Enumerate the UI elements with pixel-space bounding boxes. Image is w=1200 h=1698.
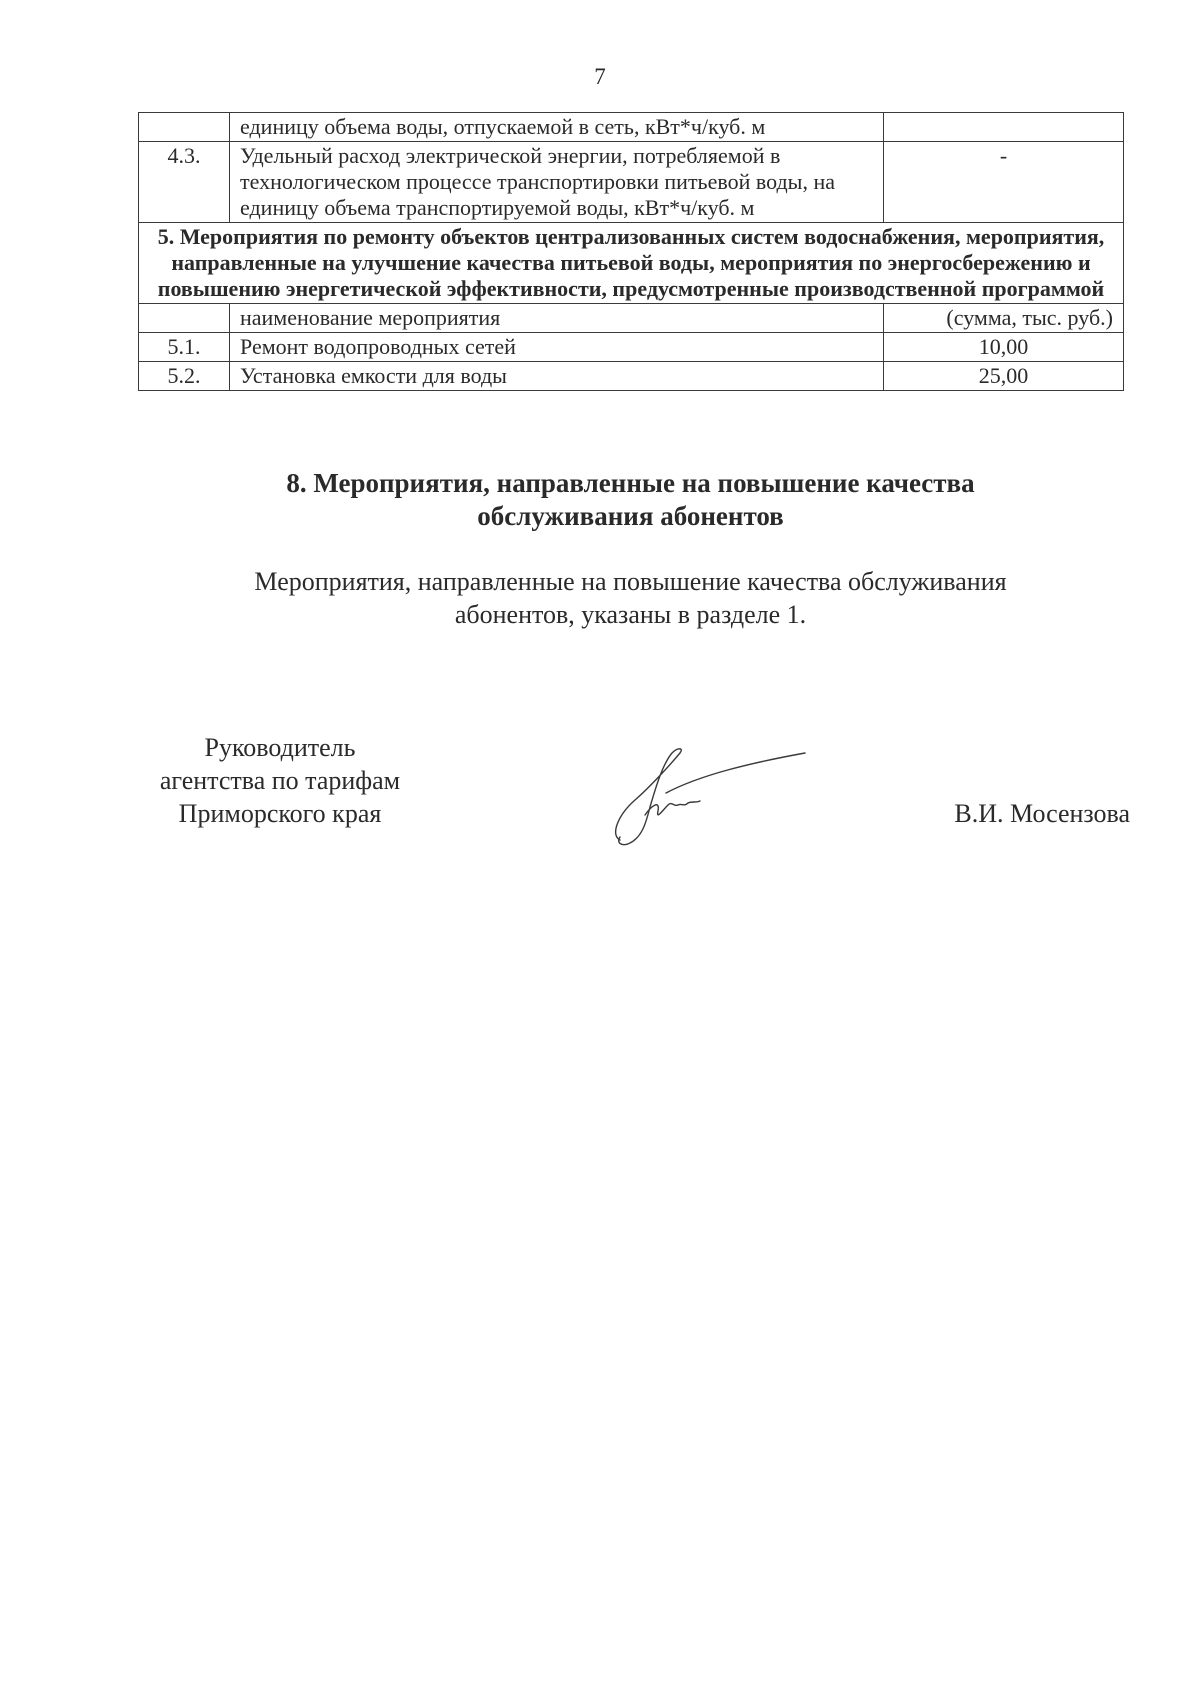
item-name: Установка емкости для воды	[230, 362, 884, 391]
row-name: единицу объема воды, отпускаемой в сеть, кВт*ч/куб. м	[230, 113, 884, 142]
section-title: 5. Мероприятия по ремонту объектов централизованных систем водоснабжения, мероприятия, направленные на улучшение качества питьевой воды, мероприятия по энергосбережению и повышению энергетической эффективности, предусмотренные производственной программой	[139, 223, 1124, 304]
signatory-line: Руководитель	[204, 733, 356, 762]
row-value	[884, 113, 1124, 142]
table-row	[139, 142, 1124, 223]
section-row	[139, 223, 1124, 304]
signatory-line: Приморского края	[178, 799, 382, 828]
item-value: 10,00	[884, 333, 1124, 362]
heading-line: обслуживания абонентов	[477, 501, 784, 531]
row-number: 4.3.	[139, 142, 230, 223]
signatory-line: агентства по тарифам	[159, 766, 401, 795]
item-number: 5.2.	[139, 362, 230, 391]
item-number: 5.1.	[139, 333, 230, 362]
row-name: Удельный расход электрической энергии, потребляемой в технологическом процессе транспортировки питьевой воды, на единицу объема транспортируемой воды, кВт*ч/куб. м	[230, 142, 884, 223]
page-number: 7	[594, 64, 606, 89]
header-number	[139, 304, 230, 333]
row-number	[139, 113, 230, 142]
table-row	[139, 333, 1124, 362]
table-header-row	[139, 304, 1124, 333]
signer-name: В.И. Мосензова	[954, 799, 1130, 828]
row-value: -	[884, 142, 1124, 223]
header-value: (сумма, тыс. руб.)	[884, 304, 1124, 333]
body-line: абонентов, указаны в разделе 1.	[454, 600, 807, 629]
heading-line: 8. Мероприятия, направленные на повышение качества	[286, 468, 975, 498]
body-line: Мероприятия, направленные на повышение качества обслуживания	[254, 567, 1007, 596]
item-value: 25,00	[884, 362, 1124, 391]
item-name: Ремонт водопроводных сетей	[230, 333, 884, 362]
production-program-table	[138, 112, 1124, 391]
signatory-title	[130, 731, 430, 830]
section-body-text	[138, 565, 1123, 631]
header-name: наименование мероприятия	[230, 304, 884, 333]
section-heading	[138, 467, 1123, 533]
table-row	[139, 113, 1124, 142]
table-row	[139, 362, 1124, 391]
handwritten-signature	[600, 745, 830, 855]
